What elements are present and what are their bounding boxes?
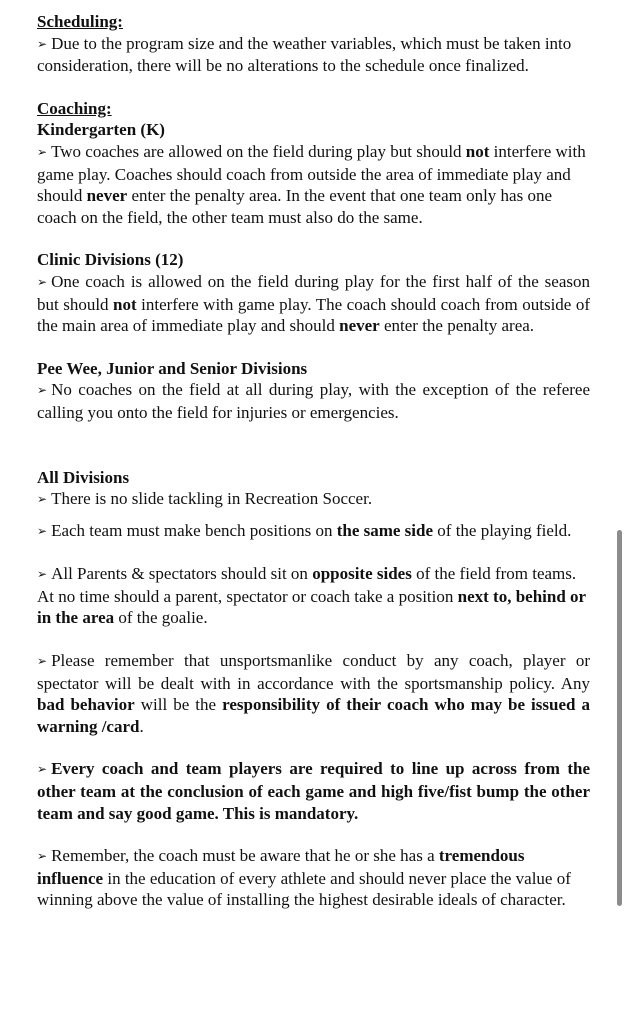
- parents-item: ➢ All Parents & spectators should sit on opposite sides of the field from teams. At no time should a parent, spectator or coach take a position next to, behind or in the area of the goalie.: [37, 564, 586, 628]
- conduct-item: ➢ Please remember that unsportsmanlike conduct by any coach, player or spectator will be dealt with in accordance with the sportsmanship policy. Any bad behavior will be the responsibility of their coach who may be issued a warning /card.: [37, 651, 590, 736]
- bullet-arrow-icon: ➢: [37, 654, 48, 669]
- document-page: [37, 11, 590, 911]
- clinic-title: Clinic Divisions (12): [37, 250, 184, 270]
- bullet-arrow-icon: ➢: [37, 849, 48, 864]
- clinic-section: [37, 249, 590, 336]
- bullet-arrow-icon: ➢: [37, 274, 48, 289]
- scrollbar[interactable]: [617, 530, 622, 906]
- remember-item: ➢ Remember, the coach must be aware that he or she has a tremendous influence in the education of every athlete and should never place the value of winning above the value of installing the highest desirable ideals of character.: [37, 846, 571, 910]
- lineup-item: ➢ Every coach and team players are required to line up across from the other team at the conclusion of each game and high five/fist bump the other team and say good game. This is mandatory.: [37, 759, 590, 823]
- coaching-section: [37, 98, 590, 229]
- bullet-arrow-icon: ➢: [37, 567, 48, 582]
- bullet-arrow-icon: ➢: [37, 762, 48, 777]
- peewee-paragraph: ➢ No coaches on the field at all during play, with the exception of the referee calling you onto the field for injuries or emergencies.: [37, 380, 590, 422]
- bullet-arrow-icon: ➢: [37, 523, 48, 538]
- scheduling-heading: Scheduling:: [37, 12, 123, 31]
- kindergarten-paragraph: ➢ Two coaches are allowed on the field during play but should not interfere with game play. Coaches should coach from outside the area of immediate play and should never enter the penalty area. In the event that one team only has one coach on the field, the other team must also do the same.: [37, 141, 586, 227]
- scheduling-section: [37, 11, 590, 77]
- slide-tackling-item: ➢ There is no slide tackling in Recreation Soccer.: [37, 488, 590, 511]
- coaching-heading: Coaching:: [37, 98, 112, 118]
- all-divisions-section: [37, 467, 590, 912]
- kindergarten-title: Kindergarten (K): [37, 120, 165, 140]
- peewee-section: [37, 358, 590, 424]
- clinic-paragraph: ➢ One coach is allowed on the field during play for the first half of the season but should not interfere with game play. The coach should coach from outside of the main area of immediate play and should never enter the penalty area.: [37, 271, 590, 336]
- peewee-title: Pee Wee, Junior and Senior Divisions: [37, 358, 308, 378]
- bullet-arrow-icon: ➢: [37, 144, 48, 159]
- bullet-arrow-icon: ➢: [37, 36, 48, 51]
- all-divisions-title: All Divisions: [37, 467, 130, 487]
- bench-item: ➢ Each team must make bench positions on the same side of the playing field.: [37, 520, 590, 543]
- scheduling-paragraph: ➢ Due to the program size and the weather variables, which must be taken into consideration, there will be no alterations to the schedule once finalized.: [37, 33, 572, 76]
- bullet-arrow-icon: ➢: [37, 492, 48, 507]
- bullet-arrow-icon: ➢: [37, 383, 48, 398]
